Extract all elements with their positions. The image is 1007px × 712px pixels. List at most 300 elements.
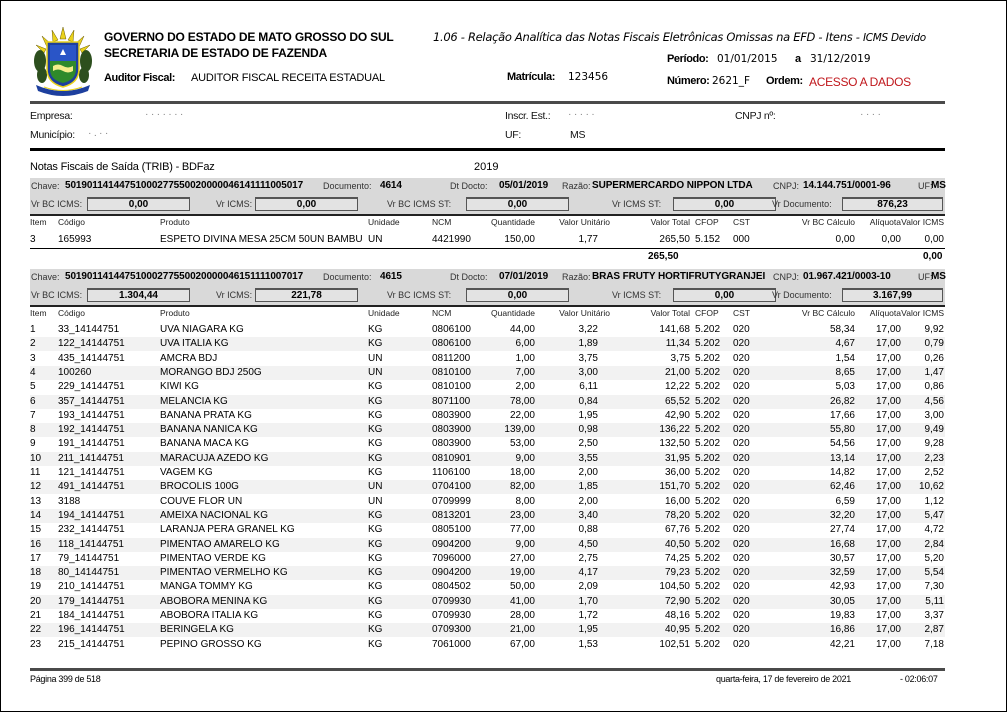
table-row [30,595,945,609]
table-cell: VAGEM KG [160,467,213,478]
table-cell: 78,00 [509,395,535,407]
table-cell: 9,00 [515,538,535,550]
vr-bc-icms-st-label: Vr BC ICMS ST: [387,199,452,209]
uf-value: MS [570,129,586,141]
table-cell: 78,20 [664,509,690,521]
table-cell: BROCOLIS 100G [160,481,239,493]
table-row [30,566,945,580]
table-cell: MELANCIA KG [160,395,228,407]
table-cell: 0810901 [432,452,471,464]
table-row [30,352,945,366]
table-cell: 32,59 [829,567,855,579]
column-header: CFOP [695,308,719,318]
cnpj-label: CNPJ: [773,181,800,191]
table-cell: 17,00 [875,509,901,521]
table-cell: 21,00 [509,624,535,636]
table-cell: ABOBORA ITALIA KG [160,610,259,621]
table-cell: 30,57 [829,552,855,564]
uf-label: UF: [918,181,933,191]
table-cell: 0,86 [924,381,944,393]
table-cell: PIMENTAO VERDE KG [160,552,266,564]
table-cell: 77,00 [509,524,535,536]
column-header: Valor ICMS [901,308,944,318]
table-cell: KG [368,524,383,536]
table-cell: UVA NIAGARA KG [160,324,244,335]
table-cell: 21,00 [664,366,690,378]
table-cell: 65,52 [664,395,690,407]
documento-label: Documento: [323,272,372,282]
numero-label: Número: [667,75,710,87]
table-row [30,623,945,637]
table-cell: 42,93 [829,581,855,593]
table-cell: 55,80 [829,424,855,436]
table-row [30,495,945,509]
table-cell: KG [368,452,383,464]
table-cell: 53,00 [509,438,535,450]
table-cell: 193_14144751 [58,409,125,421]
table-cell: 265,50 [659,234,690,245]
table-cell: 0806100 [432,338,471,350]
table-cell: 210_14144751 [58,581,125,593]
documento-value: 4615 [380,271,402,282]
footer-divider [30,668,945,671]
table-cell: 020 [733,395,750,407]
table-cell: 17,00 [875,538,901,550]
table-cell: 5.202 [695,581,721,593]
table-cell: 80_14144751 [58,567,120,579]
table-cell: 17,00 [875,567,901,579]
table-cell: 020 [733,538,750,550]
page-number: Página 399 de 518 [30,674,101,684]
table-cell: 020 [733,338,750,350]
vr-bc-icms-st-box: 0,00 [466,197,569,211]
table-cell: 102,51 [659,638,690,650]
table-cell: 5.202 [695,567,721,579]
table-cell: 5.202 [695,467,721,478]
table-cell: 8,00 [515,495,535,507]
razao-label: Razão: [562,272,591,282]
invoice-header-band [30,269,945,305]
table-cell: 27,00 [509,552,535,564]
column-header: Valor ICMS [901,217,944,227]
invoice-header-band [30,178,945,214]
table-cell: 0,88 [578,524,598,536]
cnpj-label: CNPJ: [773,272,800,282]
column-header: NCM [432,217,452,227]
table-cell: 5.202 [695,495,721,507]
column-header: Valor Total [650,217,690,227]
column-header-row [30,214,945,230]
column-header: Quantidade [491,217,535,227]
table-row [30,538,945,552]
table-cell: 0,00 [924,234,944,245]
table-cell: KG [368,381,383,393]
table-cell: 020 [733,595,750,607]
table-cell: 30,05 [829,595,855,607]
table-cell: 5.202 [695,624,721,636]
table-row [30,480,945,494]
table-cell: 54,56 [829,438,855,450]
table-cell: 17,00 [875,524,901,536]
municipio-label: Município: [30,129,75,141]
table-cell: 3,00 [578,366,598,378]
table-cell: 13 [30,495,42,507]
table-cell: 40,95 [664,624,690,636]
table-cell: 2,23 [924,452,944,464]
table-cell: 435_14144751 [58,352,125,364]
table-cell: 150,00 [504,234,535,245]
table-cell: 2,75 [578,552,598,564]
table-cell: 1106100 [432,467,471,478]
table-cell: 2,00 [515,381,535,393]
table-cell: 19,00 [509,567,535,579]
table-row [30,423,945,437]
table-cell: 15 [30,524,42,536]
table-cell: 0709300 [432,624,471,636]
table-cell: 5.202 [695,610,721,621]
table-cell: BANANA MACA KG [160,438,249,450]
table-cell: 11,34 [665,338,690,350]
table-cell: 1,53 [578,638,598,650]
table-row [30,323,945,337]
table-cell: 5.152 [695,234,721,245]
table-cell: KG [368,395,383,407]
table-cell: 17,00 [875,452,901,464]
table-cell: 21 [30,610,42,621]
table-cell: MORANGO BDJ 250G [160,366,262,378]
table-cell: 4,67 [835,338,855,350]
vr-icms-st-box: 0,00 [673,288,776,302]
uf-value: MS [931,180,946,191]
table-cell: UN [368,495,383,507]
table-cell: 4421990 [432,234,471,245]
column-header: Vr BC Cálculo [801,217,855,227]
table-row [30,366,945,380]
vr-icms-label: Vr ICMS: [216,199,253,209]
table-cell: 4,17 [578,567,598,579]
table-cell: 62,46 [829,481,855,493]
table-cell: ESPETO DIVINA MESA 25CM 50UN BAMBU [160,234,363,245]
table-cell: PEPINO GROSSO KG [160,638,262,650]
table-cell: 020 [733,438,750,450]
table-cell: 5.202 [695,409,721,421]
table-cell: 31,95 [664,452,690,464]
report-title [433,30,926,44]
table-cell: 5.202 [695,538,721,550]
table-cell: 9,49 [924,424,944,436]
table-cell: 33_14144751 [58,324,120,335]
table-cell: KG [368,581,383,593]
table-cell: 17,00 [875,467,901,478]
table-cell: 196_14144751 [58,624,125,636]
table-cell: 1,85 [578,481,598,493]
column-header: Produto [160,217,190,227]
table-cell: 020 [733,481,750,493]
table-cell: 0,26 [924,352,944,364]
vr-documento-label: Vr Documento: [772,290,832,300]
header-divider [30,101,945,104]
table-cell: 3,75 [578,352,598,364]
column-header: Item [30,308,47,318]
table-cell: KG [368,424,383,436]
vr-icms-st-box: 0,00 [673,197,776,211]
table-cell: 9,92 [924,324,944,335]
table-cell: 6,11 [579,381,598,393]
uf-label: UF: [918,272,933,282]
table-cell: 0704100 [432,481,471,493]
chave-label: Chave: [31,272,60,282]
table-cell: BANANA NANICA KG [160,424,258,436]
table-cell: KG [368,438,383,450]
table-cell: 7,00 [515,366,535,378]
table-cell: 020 [733,567,750,579]
table-cell: 23,00 [509,509,535,521]
table-cell: 17,00 [875,552,901,564]
table-cell: AMCRA BDJ [160,352,218,364]
table-cell: 184_14144751 [58,610,125,621]
table-cell: 23 [30,638,42,650]
razao-value: SUPERMERCARDO NIPPON LTDA [592,180,753,191]
vr-documento-box: 3.167,99 [842,288,943,302]
vr-bc-icms-st-label: Vr BC ICMS ST: [387,290,452,300]
table-cell: COUVE FLOR UN [160,495,243,507]
razao-value: BRAS FRUTY HORTIFRUTYGRANJEI [592,271,766,282]
table-cell: 0811200 [432,352,471,364]
dt-docto-value: 05/01/2019 [499,180,549,191]
table-cell: LARANJA PERA GRANEL KG [160,524,295,536]
table-cell: 14 [30,509,42,521]
table-cell: 19 [30,581,42,593]
table-cell: 194_14144751 [58,509,125,521]
table-cell: 17,00 [875,495,901,507]
cnpj-value: 01.967.421/0003-10 [803,271,891,282]
table-cell: UN [368,234,383,245]
column-header: NCM [432,308,452,318]
table-cell: KG [368,595,383,607]
table-cell: 0,00 [881,234,901,245]
column-header: CST [733,308,750,318]
table-cell: 42,21 [829,638,855,650]
dt-docto-value: 07/01/2019 [499,271,549,282]
table-cell: 16,68 [829,538,855,550]
table-cell: PIMENTAO VERMELHO KG [160,567,288,579]
table-cell: 0803900 [432,424,471,436]
period-label: Período: [667,53,709,65]
column-header: Código [58,217,85,227]
table-cell: 020 [733,581,750,593]
period-from: 01/01/2015 [717,53,778,65]
table-cell: 1,77 [578,234,598,245]
table-cell: 0,00 [835,234,855,245]
table-cell: UN [368,481,383,493]
table-cell: 4 [30,366,36,378]
subtotal-valor-total: 265,50 [648,251,679,263]
matricula-label: Matrícula: [507,71,555,83]
table-row [30,395,945,409]
empresa-value: · · · · · · · [145,108,184,120]
table-row [30,523,945,537]
table-cell: 100260 [58,366,92,378]
table-cell: 17,66 [829,409,855,421]
uf-label: UF: [505,129,522,141]
table-cell: BERINGELA KG [160,624,234,636]
table-cell: KIWI KG [160,381,199,393]
auditor-label: Auditor Fiscal: [104,72,176,84]
cnpj-label: CNPJ nº: [735,110,776,122]
table-cell: 4,50 [578,538,598,550]
table-cell: 67,00 [509,638,535,650]
table-cell: 141,68 [659,324,690,335]
chave-value: 50190114144751000277550020000046151111007017 [65,271,304,282]
table-cell: 5.202 [695,395,721,407]
table-cell: 4,72 [924,524,944,536]
municipio-value: · . · · [88,127,109,139]
table-cell: 1,12 [924,495,944,507]
table-cell: 020 [733,381,750,393]
column-header-row [30,305,945,321]
table-cell: MANGA TOMMY KG [160,581,253,593]
table-cell: 229_14144751 [58,381,125,393]
table-cell: 22,00 [509,409,535,421]
table-cell: 17,00 [875,324,901,335]
table-cell: 13,14 [829,452,855,464]
table-cell: 3 [30,234,36,245]
table-cell: 020 [733,424,750,436]
inscr-label: Inscr. Est.: [505,110,551,122]
table-cell: 2,84 [924,538,944,550]
table-cell: 000 [733,234,750,245]
table-cell: 17,00 [875,624,901,636]
vr-icms-st-label: Vr ICMS ST: [612,290,662,300]
table-cell: 3 [30,352,36,364]
table-cell: 40,50 [664,538,690,550]
table-cell: 48,16 [664,610,690,621]
table-cell: 5,20 [924,552,944,564]
table-cell: 121_14144751 [58,467,125,478]
table-cell: 5,03 [835,381,855,393]
documento-value: 4614 [380,180,402,191]
table-cell: 5.202 [695,524,721,536]
ordem-value: ACESSO A DADOS [809,75,911,89]
vr-bc-icms-box: 0,00 [87,197,190,211]
table-cell: 0,79 [924,338,944,350]
table-cell: 44,00 [509,324,535,335]
table-row [30,452,945,466]
table-cell: 1,95 [578,624,598,636]
period-to: 31/12/2019 [810,53,871,65]
table-cell: 8 [30,424,36,436]
table-cell: KG [368,467,383,478]
table-cell: 5.202 [695,552,721,564]
column-header: Unidade [368,217,400,227]
state-coat-of-arms-icon [30,25,96,97]
report-title-main: 1.06 - Relação Analítica das Notas Fiscais Eletrônicas Omissas na EFD - Itens - [433,30,860,44]
table-cell: 020 [733,610,750,621]
table-cell: 0709930 [432,595,471,607]
table-cell: 020 [733,467,750,478]
table-cell: 16,00 [664,495,690,507]
table-cell: 9,28 [924,438,944,450]
table-cell: 2 [30,338,36,350]
table-cell: 0810100 [432,381,471,393]
table-row [30,337,945,351]
column-header: Valor Unitário [559,217,610,227]
table-cell: 5.202 [695,438,721,450]
table-cell: 5,11 [925,595,944,607]
column-header: CFOP [695,217,719,227]
column-header: Produto [160,308,190,318]
table-cell: KG [368,324,383,335]
table-cell: KG [368,567,383,579]
print-time: - 02:06:07 [900,674,938,684]
table-cell: 17,00 [875,409,901,421]
column-header: Unidade [368,308,400,318]
table-cell: 5.202 [695,352,721,364]
table-cell: 5.202 [695,509,721,521]
dt-docto-label: Dt Docto: [450,272,488,282]
table-cell: 020 [733,495,750,507]
column-header: Quantidade [491,308,535,318]
table-cell: 10 [30,452,42,464]
table-cell: 5.202 [695,338,721,350]
table-cell: 17,00 [875,481,901,493]
column-header: CST [733,217,750,227]
table-cell: 0709930 [432,610,471,621]
table-cell: 32,20 [829,509,855,521]
numero-value: 2621_F [712,75,751,87]
table-cell: 14,82 [829,467,855,478]
table-cell: 211_14144751 [58,452,124,464]
table-row [30,509,945,523]
table-cell: 2,52 [924,467,944,478]
vr-bc-icms-label: Vr BC ICMS: [31,199,83,209]
table-cell: 0813201 [432,509,471,521]
table-cell: 020 [733,324,750,335]
table-row [30,437,945,451]
subtotal-valor-icms: 0,00 [923,251,943,263]
table-cell: 17,00 [875,438,901,450]
table-cell: 17,00 [875,352,901,364]
section-title: Notas Fiscais de Saída (TRIB) - BDFaz [30,161,215,173]
table-cell: 5 [30,381,36,393]
table-cell: 1,00 [515,352,535,364]
table-cell: 19,83 [829,610,855,621]
table-cell: 1 [30,324,36,335]
table-cell: 10,62 [918,481,944,493]
table-row [30,380,945,394]
table-cell: AMEIXA NACIONAL KG [160,509,268,521]
table-cell: ABOBORA MENINA KG [160,595,268,607]
table-cell: 0804502 [432,581,471,593]
vr-bc-icms-label: Vr BC ICMS: [31,290,83,300]
table-cell: 42,90 [664,409,690,421]
table-cell: 192_14144751 [58,424,125,436]
table-cell: 41,00 [509,595,535,607]
table-cell: UVA ITALIA KG [160,338,229,350]
table-cell: KG [368,610,383,621]
table-cell: 50,00 [509,581,535,593]
table-cell: 1,89 [578,338,598,350]
table-cell: 17,00 [875,424,901,436]
table-cell: 5,54 [924,567,944,579]
period-separator: a [795,53,802,65]
table-cell: KG [368,409,383,421]
table-cell: 16 [30,538,42,550]
table-cell: 6,00 [515,338,535,350]
chave-label: Chave: [31,181,60,191]
matricula-value: 123456 [568,71,609,83]
table-cell: 5.202 [695,324,721,335]
